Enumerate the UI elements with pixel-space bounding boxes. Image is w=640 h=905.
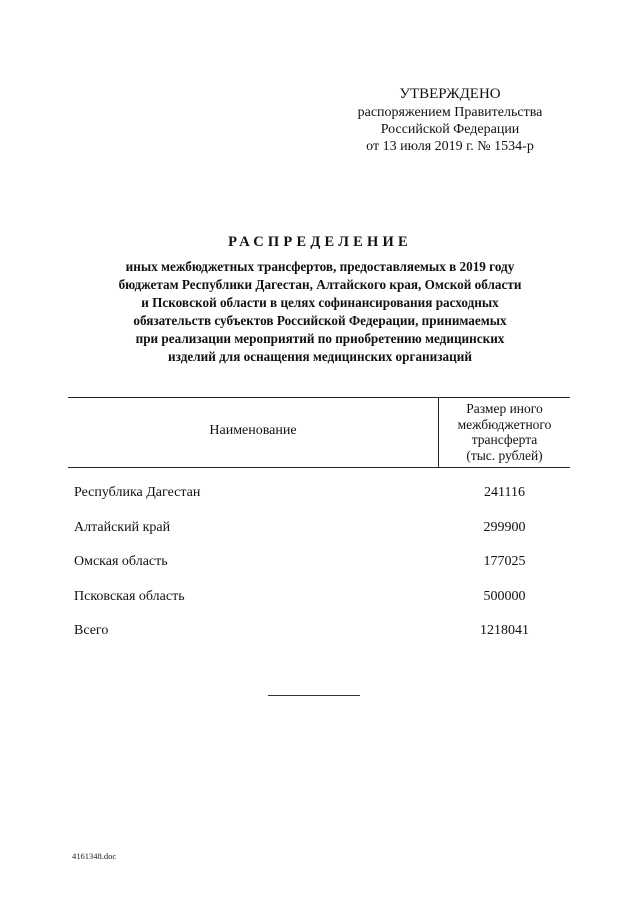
row-name: Псковская область bbox=[74, 589, 185, 604]
document-title: РАСПРЕДЕЛЕНИЕ bbox=[228, 234, 412, 250]
row-amount: 177025 bbox=[483, 554, 526, 569]
header-amount-line: трансферта bbox=[471, 432, 538, 447]
row-name: Омская область bbox=[74, 554, 168, 569]
header-name: Наименование bbox=[209, 423, 297, 438]
approval-block bbox=[330, 86, 570, 155]
subtitle-line: бюджетам Республики Дагестан, Алтайского края, Омской области bbox=[118, 277, 522, 292]
approval-heading: УТВЕРЖДЕНО bbox=[399, 86, 501, 102]
row-name: Алтайский край bbox=[74, 520, 171, 535]
file-code: 4161348.doc bbox=[72, 851, 117, 861]
subtitle-line: изделий для оснащения медицинских организаций bbox=[168, 349, 472, 364]
row-amount: 1218041 bbox=[480, 623, 529, 638]
row-name: Республика Дагестан bbox=[74, 485, 201, 500]
subtitle-line: иных межбюджетных трансфертов, предоставляемых в 2019 году bbox=[125, 259, 515, 274]
header-amount-line: межбюджетного bbox=[457, 416, 552, 432]
table-row bbox=[68, 589, 570, 609]
end-rule bbox=[268, 695, 360, 696]
header-amount bbox=[439, 401, 570, 463]
approval-line-2: Российской Федерации bbox=[380, 122, 520, 137]
header-amount-line: Размер иного bbox=[466, 401, 543, 416]
table-header-rule bbox=[68, 467, 570, 468]
table-row-total bbox=[68, 623, 570, 643]
table-top-rule bbox=[68, 397, 570, 398]
table-row bbox=[68, 485, 570, 505]
approval-line-3: от 13 июля 2019 г. № 1534-р bbox=[366, 139, 534, 154]
document-subtitle bbox=[80, 258, 560, 366]
subtitle-line: при реализации мероприятий по приобретению медицинских bbox=[135, 331, 505, 346]
subtitle-line: и Псковской области в целях софинансирования расходных bbox=[141, 295, 499, 310]
row-amount: 241116 bbox=[484, 485, 525, 500]
subtitle-line: обязательств субъектов Российской Федерации, принимаемых bbox=[133, 313, 507, 328]
table-row bbox=[68, 554, 570, 574]
row-amount: 299900 bbox=[483, 520, 526, 535]
row-name: Всего bbox=[74, 623, 109, 638]
table-row bbox=[68, 520, 570, 540]
row-amount: 500000 bbox=[483, 589, 526, 604]
approval-line-1: распоряжением Правительства bbox=[357, 105, 543, 120]
header-amount-line: (тыс. рублей) bbox=[466, 447, 543, 463]
